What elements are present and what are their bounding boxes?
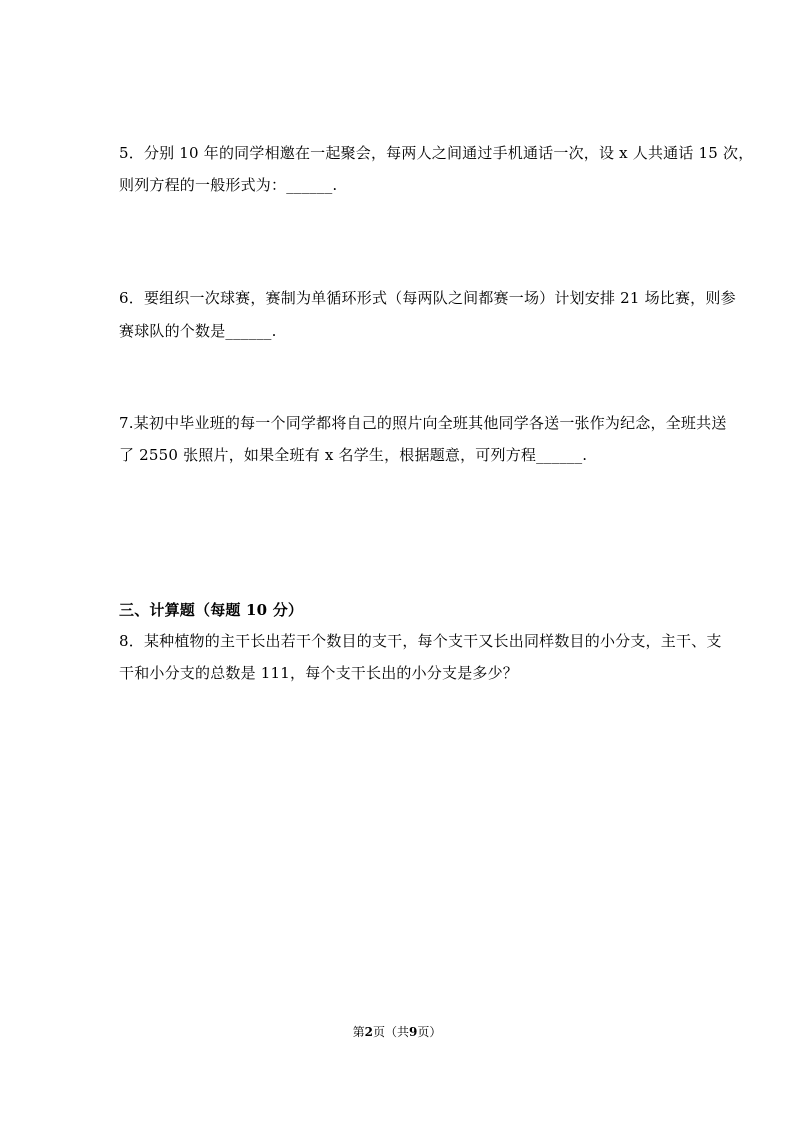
page-footer [0, 1023, 794, 1041]
question-7-line-1: 7.某初中毕业班的每一个同学都将自己的照片向全班其他同学各送一张作为纪念，全班共送 [119, 414, 727, 432]
footer-middle: 页（共 [372, 1025, 409, 1039]
footer-suffix: 页） [417, 1025, 442, 1039]
question-5-line-2: 则列方程的一般形式为：______. [119, 176, 338, 194]
question-8-line-2: 干和小分支的总数是 111，每个支干长出的小分支是多少？ [119, 664, 519, 682]
footer-total-pages: 9 [409, 1025, 418, 1039]
question-8-line-1: 8．某种植物的主干长出若干个数目的支干，每个支干又长出同样数目的小分支，主干、支 [119, 632, 722, 650]
question-5-line-1: 5．分别 10 年的同学相邀在一起聚会，每两人之间通过手机通话一次，设 x 人共通话 15 次， [119, 144, 754, 162]
question-6-line-2: 赛球队的个数是______. [119, 322, 277, 340]
question-7-line-2: 了 2550 张照片，如果全班有 x 名学生，根据题意，可列方程______. [119, 446, 588, 464]
footer-prefix: 第 [352, 1025, 365, 1039]
footer-page-number: 2 [364, 1025, 373, 1039]
question-6-line-1: 6．要组织一次球赛，赛制为单循环形式（每两队之间都赛一场）计划安排 21 场比赛，则参 [119, 289, 736, 307]
section-heading: 三、计算题（每题 10 分） [119, 601, 304, 619]
